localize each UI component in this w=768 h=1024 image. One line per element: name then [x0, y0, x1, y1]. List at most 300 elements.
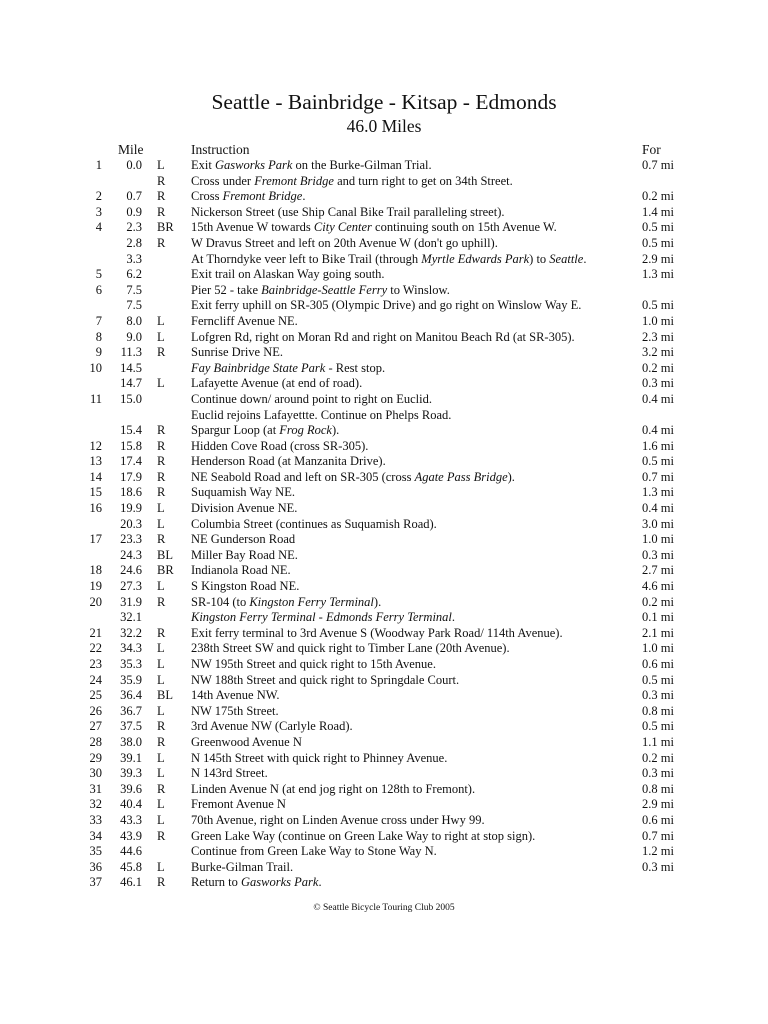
instruction-text: Fremont Avenue N [191, 797, 286, 812]
direction-cell: R [157, 734, 166, 749]
row-number: 34 [89, 828, 102, 843]
distance-cell: 0.5 mi [642, 454, 674, 469]
instruction-text: Sunrise Drive NE. [191, 345, 283, 360]
instruction-text: Pier 52 - take [191, 282, 262, 297]
instruction-text: NE Gunderson Road [191, 532, 296, 547]
instruction-text: Exit [191, 158, 215, 172]
instruction-cell [191, 673, 459, 689]
instruction-text: Cross [191, 189, 223, 204]
instruction-text: continuing south on 15th Avenue W. [371, 220, 557, 235]
mile-cell: 18.6 [120, 485, 142, 500]
instruction-text: Exit ferry uphill on SR-305 (Olympic Drive) and go right on Winslow Way E. [191, 298, 582, 313]
table-row [0, 361, 768, 377]
row-number: 20 [89, 594, 102, 609]
distance-cell: 0.3 mi [642, 376, 674, 391]
direction-cell: R [157, 532, 166, 547]
direction-cell: L [157, 158, 165, 172]
direction-cell: R [157, 828, 166, 843]
instruction-cell [191, 252, 586, 268]
direction-cell: R [157, 235, 166, 250]
instruction-text: NW 195th Street and quick right to 15th Avenue. [191, 657, 436, 671]
direction-cell: L [157, 766, 165, 781]
place-name: Agate Pass Bridge [414, 469, 508, 484]
table-row [0, 236, 768, 252]
instruction-text: on the Burke-Gilman Trial. [292, 158, 432, 172]
mile-cell: 24.6 [120, 563, 142, 578]
header-for: For [642, 142, 661, 157]
table-row [0, 392, 768, 408]
page-title: Seattle - Bainbridge - Kitsap - Edmonds [211, 90, 557, 114]
instruction-text: Burke-Gilman Trail. [191, 859, 294, 874]
distance-cell: 4.6 mi [642, 579, 674, 594]
row-number: 30 [89, 766, 102, 781]
instruction-text: 70th Avenue, right on Linden Avenue cross under Hwy 99. [191, 812, 485, 827]
mile-cell: 39.3 [120, 766, 142, 781]
instruction-cell [191, 439, 368, 455]
direction-cell: L [157, 812, 165, 827]
mile-cell: 45.8 [120, 859, 142, 874]
distance-cell: 0.1 mi [642, 610, 674, 625]
instruction-cell [191, 376, 362, 392]
row-number: 9 [95, 345, 102, 360]
mile-cell: 32.1 [120, 610, 142, 625]
mile-cell: 36.7 [120, 703, 142, 718]
copyright-footer: © Seattle Bicycle Touring Club 2005 [313, 903, 455, 913]
instruction-text: Continue from Green Lake Way to Stone Way N. [191, 844, 437, 859]
place-name: Fay Bainbridge State Park [191, 360, 326, 375]
instruction-text: N 145th Street with quick right to Phinney Avenue. [191, 750, 448, 765]
table-row [0, 517, 768, 533]
distance-cell: 1.4 mi [642, 204, 674, 219]
row-number: 1 [95, 158, 102, 172]
direction-cell: R [157, 438, 166, 453]
table-row [0, 408, 768, 424]
distance-cell: 0.2 mi [642, 594, 674, 609]
row-number: 14 [89, 469, 102, 484]
mile-cell: 27.3 [120, 579, 142, 594]
distance-cell: 0.4 mi [642, 501, 674, 516]
distance-cell: 0.2 mi [642, 189, 674, 204]
distance-cell: 0.2 mi [642, 360, 674, 375]
row-number: 15 [89, 485, 102, 500]
row-number: 3 [95, 204, 102, 219]
place-name: Myrtle Edwards Park [421, 251, 530, 266]
place-name: Frog Rock [279, 423, 332, 438]
distance-cell: 2.3 mi [642, 329, 674, 344]
row-number: 29 [89, 750, 102, 765]
instruction-text: At Thorndyke veer left to Bike Trail (through [191, 251, 422, 266]
instruction-text: Ferncliff Avenue NE. [191, 313, 298, 328]
row-number: 4 [95, 220, 102, 235]
mile-cell: 34.3 [120, 641, 142, 656]
row-number: 6 [95, 282, 102, 297]
distance-cell: 3.2 mi [642, 345, 674, 360]
instruction-cell [191, 485, 295, 501]
instruction-text: Euclid rejoins Lafayettte. Continue on Phelps Road. [191, 407, 452, 422]
distance-cell: 0.3 mi [642, 859, 674, 874]
mile-cell: 17.4 [120, 454, 142, 469]
distance-cell: 2.7 mi [642, 563, 674, 578]
direction-cell: L [157, 641, 165, 656]
instruction-text: ). [507, 469, 515, 484]
instruction-cell [191, 174, 513, 190]
instruction-text: . [451, 610, 456, 625]
instruction-text: Indianola Road NE. [191, 563, 291, 578]
mile-cell: 17.9 [120, 469, 142, 484]
mile-cell: 15.4 [120, 423, 142, 438]
instruction-cell [191, 797, 286, 813]
header-mile: Mile [118, 142, 144, 157]
table-row [0, 548, 768, 564]
table-row [0, 189, 768, 205]
table-row [0, 532, 768, 548]
distance-cell: 0.8 mi [642, 781, 674, 796]
instruction-cell [191, 345, 283, 361]
mile-cell: 7.5 [126, 298, 142, 313]
row-number: 32 [89, 797, 102, 812]
mile-cell: 32.2 [120, 625, 142, 640]
table-row [0, 813, 768, 829]
instruction-text: 3rd Avenue NW (Carlyle Road). [191, 719, 353, 734]
cue-sheet-table [0, 158, 768, 891]
distance-cell: 0.5 mi [642, 298, 674, 313]
instruction-text: Nickerson Street (use Ship Canal Bike Trail paralleling street). [191, 204, 505, 219]
place-name: Fremont Bridge [222, 189, 303, 204]
place-name: City Center [313, 220, 372, 235]
table-row [0, 751, 768, 767]
instruction-text: Suquamish Way NE. [191, 485, 295, 500]
direction-cell: R [157, 625, 166, 640]
table-row [0, 376, 768, 392]
instruction-text: ). [331, 423, 340, 438]
direction-cell: R [157, 173, 166, 188]
table-row [0, 158, 768, 174]
mile-cell: 15.8 [120, 438, 142, 453]
table-row [0, 205, 768, 221]
instruction-text: Spargur Loop (at [191, 423, 280, 438]
direction-cell: R [157, 345, 166, 360]
row-number: 10 [89, 360, 102, 375]
mile-cell: 15.0 [120, 391, 142, 406]
place-name: Kingston Ferry Terminal - Edmonds Ferry Terminal [191, 610, 452, 625]
distance-cell: 2.1 mi [642, 625, 674, 640]
header-instruction: Instruction [191, 142, 250, 157]
direction-cell: L [157, 329, 165, 344]
row-number: 26 [89, 703, 102, 718]
distance-cell: 0.6 mi [642, 812, 674, 827]
instruction-cell [191, 860, 293, 876]
instruction-cell [191, 283, 450, 299]
instruction-cell [191, 875, 322, 891]
instruction-text: . [583, 251, 587, 266]
table-row [0, 298, 768, 314]
direction-cell: BR [157, 563, 174, 578]
mile-cell: 46.1 [120, 875, 142, 890]
instruction-text: Miller Bay Road NE. [191, 547, 298, 562]
instruction-cell [191, 454, 386, 470]
table-row [0, 314, 768, 330]
row-number: 13 [89, 454, 102, 469]
table-row [0, 174, 768, 190]
distance-cell: 1.0 mi [642, 313, 674, 328]
row-number: 8 [95, 329, 102, 344]
instruction-text: Greenwood Avenue N [191, 734, 302, 749]
instruction-cell [191, 657, 436, 673]
table-row [0, 610, 768, 626]
table-row [0, 641, 768, 657]
instruction-cell [191, 548, 298, 564]
distance-cell: 0.7 mi [642, 469, 674, 484]
table-row [0, 252, 768, 268]
place-name: Gasworks Park [241, 875, 319, 890]
mile-cell: 35.9 [120, 672, 142, 687]
distance-cell: 2.9 mi [642, 797, 674, 812]
instruction-cell [191, 189, 305, 205]
mile-cell: 2.8 [126, 235, 142, 250]
instruction-cell [191, 158, 432, 174]
direction-cell: R [157, 485, 166, 500]
instruction-text: W Dravus Street and left on 20th Avenue W (don't go uphill). [191, 235, 498, 250]
distance-cell: 0.5 mi [642, 235, 674, 250]
direction-cell: R [157, 594, 166, 609]
table-row [0, 782, 768, 798]
instruction-cell [191, 626, 563, 642]
instruction-cell [191, 205, 504, 221]
table-row [0, 829, 768, 845]
distance-cell: 0.6 mi [642, 657, 674, 671]
direction-cell: L [157, 579, 165, 594]
instruction-text: NW 188th Street and quick right to Springdale Court. [191, 672, 460, 687]
instruction-text: 14th Avenue NW. [191, 688, 280, 703]
instruction-cell [191, 408, 451, 424]
mile-cell: 9.0 [126, 329, 142, 344]
table-row [0, 735, 768, 751]
distance-cell: 0.2 mi [642, 750, 674, 765]
table-row [0, 423, 768, 439]
direction-cell: L [157, 376, 165, 391]
row-number: 16 [89, 501, 102, 516]
mile-cell: 14.7 [120, 376, 142, 391]
instruction-text: NE Seabold Road and left on SR-305 (cross [191, 469, 415, 484]
instruction-text: - Rest stop. [325, 360, 386, 375]
instruction-cell [191, 704, 279, 720]
mile-cell: 43.9 [120, 828, 142, 843]
instruction-cell [191, 610, 455, 626]
instruction-cell [191, 532, 295, 548]
mile-cell: 2.3 [126, 220, 142, 235]
direction-cell: BL [157, 688, 173, 703]
instruction-text: Continue down/ around point to right on Euclid. [191, 391, 432, 406]
total-distance: 46.0 Miles [346, 116, 422, 136]
mile-cell: 36.4 [120, 688, 142, 703]
mile-cell: 0.9 [126, 204, 142, 219]
row-number: 19 [89, 579, 102, 594]
instruction-cell [191, 298, 581, 314]
table-row [0, 454, 768, 470]
instruction-text: to Winslow. [387, 282, 450, 297]
table-row [0, 345, 768, 361]
distance-cell: 1.6 mi [642, 438, 674, 453]
row-number: 36 [89, 859, 102, 874]
distance-cell: 0.3 mi [642, 688, 674, 703]
instruction-text: S Kingston Road NE. [191, 579, 300, 594]
row-number: 22 [89, 641, 102, 656]
instruction-text: . [302, 189, 306, 204]
instruction-text: NW 175th Street. [191, 703, 279, 718]
mile-cell: 6.2 [126, 267, 142, 282]
instruction-cell [191, 563, 291, 579]
mile-cell: 35.3 [120, 657, 142, 671]
table-row [0, 719, 768, 735]
table-row [0, 626, 768, 642]
mile-cell: 20.3 [120, 516, 142, 531]
distance-cell: 1.0 mi [642, 641, 674, 656]
distance-cell: 0.5 mi [642, 672, 674, 687]
row-number: 27 [89, 719, 102, 734]
row-number: 17 [89, 532, 102, 547]
row-number: 2 [95, 189, 102, 204]
instruction-text: 15th Avenue W towards [191, 220, 314, 235]
instruction-cell [191, 813, 485, 829]
instruction-cell [191, 751, 447, 767]
mile-cell: 44.6 [120, 844, 142, 859]
instruction-text: Linden Avenue N (at end jog right on 128th to Fremont). [191, 781, 476, 796]
direction-cell: L [157, 516, 165, 531]
table-row [0, 673, 768, 689]
distance-cell: 1.3 mi [642, 485, 674, 500]
mile-cell: 3.3 [126, 251, 142, 266]
row-number: 18 [89, 563, 102, 578]
instruction-text: Lafayette Avenue (at end of road). [191, 376, 363, 391]
instruction-text: Columbia Street (continues as Suquamish Road). [191, 516, 437, 531]
table-row [0, 844, 768, 860]
instruction-text: ). [373, 594, 382, 609]
mile-cell: 40.4 [120, 797, 142, 812]
mile-cell: 7.5 [126, 282, 142, 297]
distance-cell: 1.0 mi [642, 532, 674, 547]
distance-cell: 0.4 mi [642, 391, 674, 406]
row-number: 35 [89, 844, 102, 859]
distance-cell: 0.7 mi [642, 158, 674, 172]
direction-cell: R [157, 469, 166, 484]
instruction-cell [191, 595, 381, 611]
mile-cell: 23.3 [120, 532, 142, 547]
instruction-text: Henderson Road (at Manzanita Drive). [191, 454, 386, 469]
table-row [0, 797, 768, 813]
instruction-cell [191, 766, 268, 782]
instruction-text: Cross under [191, 173, 255, 188]
instruction-cell [191, 267, 385, 283]
distance-cell: 0.7 mi [642, 828, 674, 843]
instruction-cell [191, 423, 339, 439]
mile-cell: 0.7 [126, 189, 142, 204]
table-row [0, 595, 768, 611]
direction-cell: L [157, 703, 165, 718]
instruction-cell [191, 782, 475, 798]
distance-cell: 1.2 mi [642, 844, 674, 859]
direction-cell: R [157, 781, 166, 796]
table-row [0, 267, 768, 283]
distance-cell: 0.4 mi [642, 423, 674, 438]
row-number: 25 [89, 688, 102, 703]
instruction-text: Lofgren Rd, right on Moran Rd and right on Manitou Beach Rd (at SR-305). [191, 329, 575, 344]
instruction-text: SR-104 (to [191, 594, 250, 609]
direction-cell: L [157, 750, 165, 765]
instruction-cell [191, 220, 557, 236]
place-name: Bainbridge-Seattle Ferry [261, 282, 388, 297]
distance-cell: 0.8 mi [642, 703, 674, 718]
place-name: Fremont Bridge [254, 173, 334, 188]
row-number: 37 [89, 875, 102, 890]
mile-cell: 8.0 [126, 313, 142, 328]
instruction-cell [191, 688, 280, 704]
row-number: 24 [89, 672, 102, 687]
mile-cell: 39.6 [120, 781, 142, 796]
mile-cell: 0.0 [126, 158, 142, 172]
row-number: 21 [89, 625, 102, 640]
instruction-text: Division Avenue NE. [191, 501, 298, 516]
instruction-cell [191, 470, 515, 486]
table-row [0, 220, 768, 236]
table-row [0, 875, 768, 891]
direction-cell: L [157, 859, 165, 874]
instruction-cell [191, 314, 298, 330]
instruction-cell [191, 829, 535, 845]
instruction-text: N 143rd Street. [191, 766, 268, 781]
instruction-cell [191, 361, 385, 377]
distance-cell: 3.0 mi [642, 516, 674, 531]
direction-cell: BL [157, 547, 173, 562]
mile-cell: 38.0 [120, 734, 142, 749]
mile-cell: 31.9 [120, 594, 142, 609]
mile-cell: 19.9 [120, 501, 142, 516]
distance-cell: 1.3 mi [642, 267, 674, 282]
instruction-cell [191, 641, 510, 657]
direction-cell: L [157, 501, 165, 516]
row-number: 5 [95, 267, 102, 282]
table-row [0, 860, 768, 876]
instruction-cell [191, 330, 575, 346]
place-name: Gasworks Park [214, 158, 293, 172]
table-row [0, 704, 768, 720]
instruction-text: Return to [191, 875, 241, 890]
mile-cell: 24.3 [120, 547, 142, 562]
distance-cell: 0.3 mi [642, 766, 674, 781]
instruction-text: 238th Street SW and quick right to Timber Lane (20th Avenue). [191, 641, 510, 656]
mile-cell: 43.3 [120, 812, 142, 827]
table-row [0, 688, 768, 704]
place-name: Seattle [549, 251, 584, 266]
instruction-cell [191, 517, 437, 533]
direction-cell: BR [157, 220, 174, 235]
distance-cell: 0.5 mi [642, 719, 674, 734]
table-row [0, 657, 768, 673]
table-row [0, 501, 768, 517]
table-row [0, 563, 768, 579]
direction-cell: R [157, 454, 166, 469]
instruction-text: Exit trail on Alaskan Way going south. [191, 267, 385, 282]
mile-cell: 14.5 [120, 360, 142, 375]
instruction-cell [191, 719, 353, 735]
instruction-text: Green Lake Way (continue on Green Lake Way to right at stop sign). [191, 828, 536, 843]
instruction-cell [191, 236, 498, 252]
direction-cell: R [157, 204, 166, 219]
table-row [0, 439, 768, 455]
instruction-cell [191, 579, 299, 595]
instruction-cell [191, 844, 437, 860]
instruction-text: Exit ferry terminal to 3rd Avenue S (Woodway Park Road/ 114th Avenue). [191, 625, 563, 640]
direction-cell: L [157, 672, 165, 687]
